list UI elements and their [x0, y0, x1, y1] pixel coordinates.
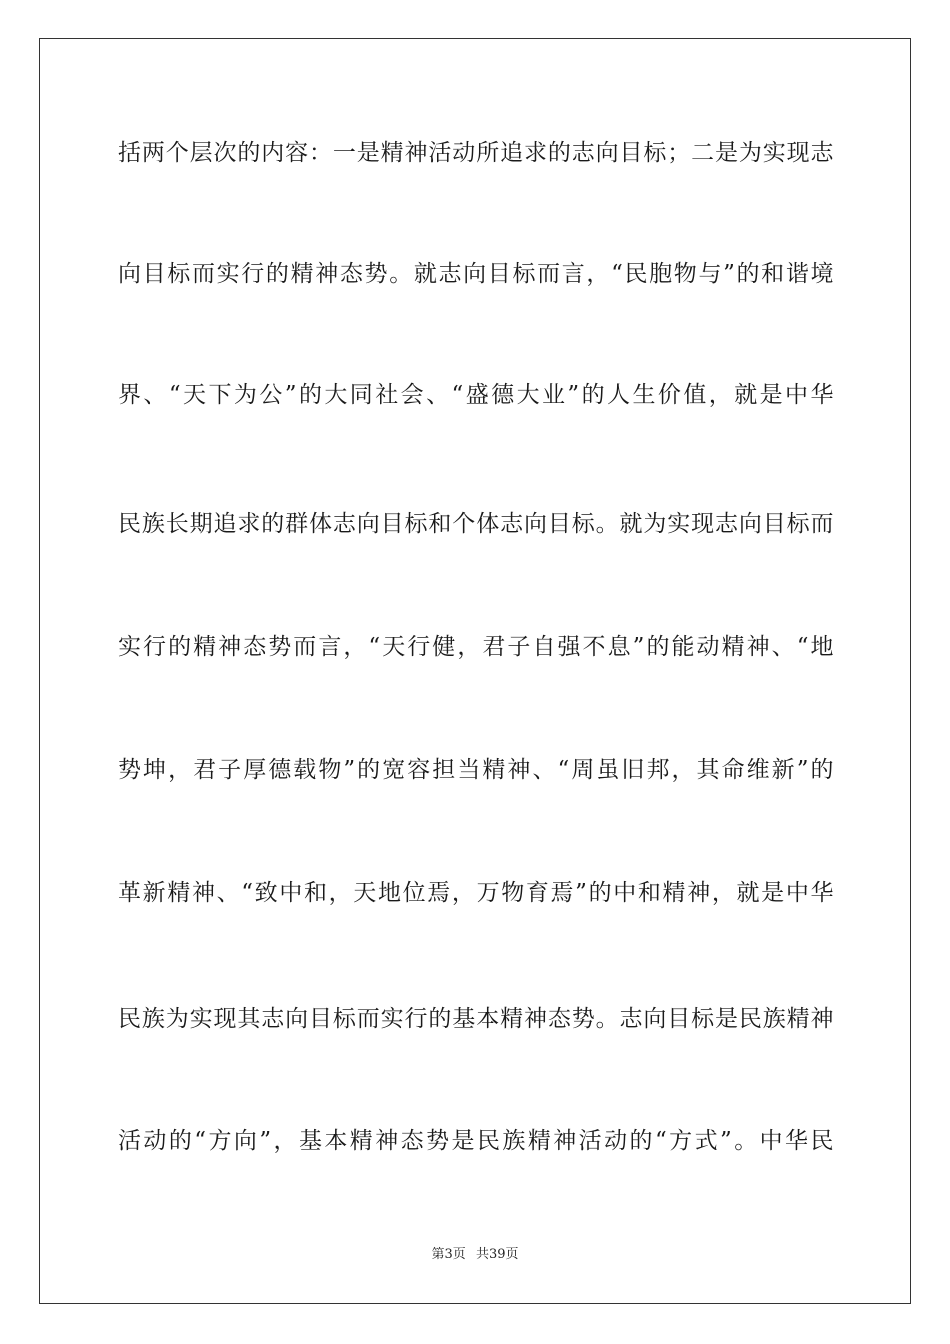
page-border	[39, 38, 911, 1304]
text-line: 向目标而实行的精神态势。就志向目标而言，“民胞物与”的和谐境	[118, 261, 834, 287]
text-line: 实行的精神态势而言，“天行健，君子自强不息”的能动精神、“地	[118, 634, 834, 660]
text-line: 势坤，君子厚德载物”的宽容担当精神、“周虽旧邦，其命维新”的	[118, 757, 834, 783]
text-line: 活动的“方向”，基本精神态势是民族精神活动的“方式”。中华民	[118, 1128, 834, 1154]
text-line: 民族长期追求的群体志向目标和个体志向目标。就为实现志向目标而	[118, 511, 834, 537]
text-line: 括两个层次的内容：一是精神活动所追求的志向目标；二是为实现志	[118, 140, 834, 166]
total-pages: 共39页	[475, 1247, 519, 1262]
text-line: 革新精神、“致中和，天地位焉，万物育焉”的中和精神，就是中华	[118, 880, 834, 906]
text-line: 界、“天下为公”的大同社会、“盛德大业”的人生价值，就是中华	[118, 382, 834, 408]
text-line: 民族为实现其志向目标而实行的基本精神态势。志向目标是民族精神	[118, 1006, 834, 1032]
current-page-number: 第3页	[431, 1247, 466, 1262]
page-footer	[0, 1246, 950, 1264]
